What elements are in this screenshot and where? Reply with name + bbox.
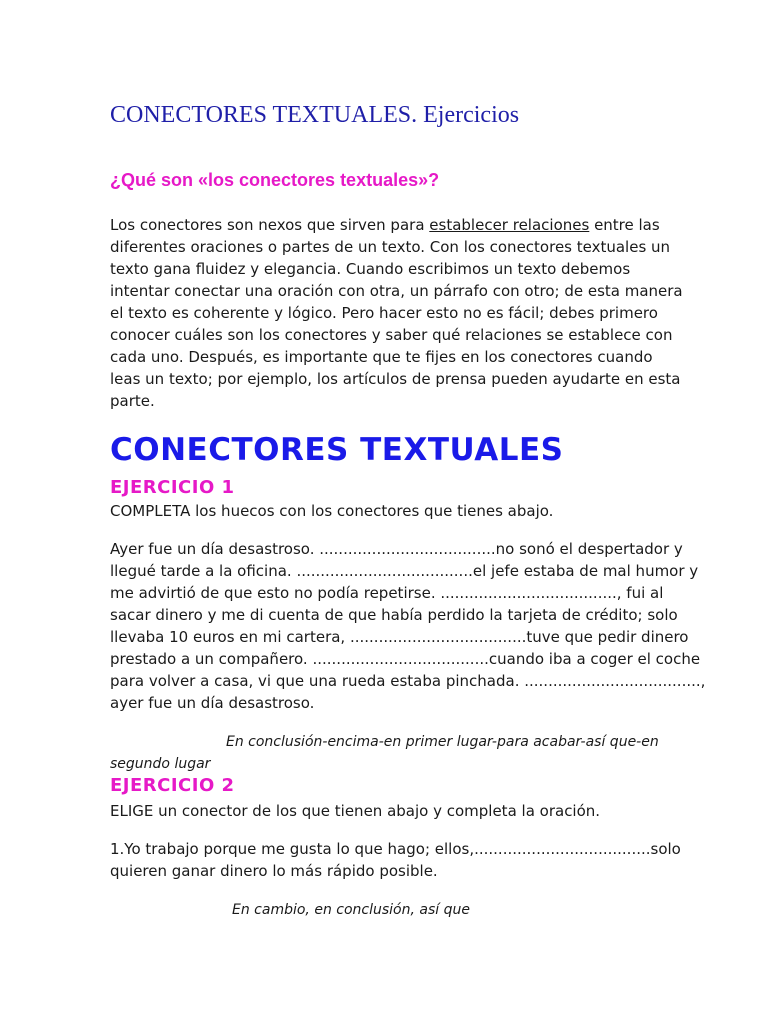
intro-line: diferentes oraciones o partes de un texto. Con los conectores textuales un — [110, 238, 671, 256]
intro-line: conocer cuáles son los conectores y saber qué relaciones se establece con — [110, 326, 673, 344]
exercise-1-options-line: segundo lugar — [110, 756, 211, 772]
intro-paragraph — [110, 214, 683, 412]
document-title: CONECTORES TEXTUALES. Ejercicios — [110, 102, 520, 128]
exercise-1-instruction: COMPLETA los huecos con los conectores que tienes abajo. — [110, 502, 554, 520]
exercise-2-heading: EJERCICIO 2 — [110, 775, 235, 796]
exercise-1-line: Ayer fue un día desastroso. .....................................no sonó el despertador y — [110, 540, 683, 558]
question-heading: ¿Qué son «los conectores textuales»? — [110, 170, 440, 190]
intro-line: texto gana fluidez y elegancia. Cuando escribimos un texto debemos — [110, 260, 631, 278]
exercise-1-options — [110, 731, 670, 775]
exercise-2-instruction: ELIGE un conector de los que tienen abajo y completa la oración. — [110, 802, 601, 820]
intro-text: Los conectores son nexos que sirven para — [110, 216, 430, 234]
exercise-1-line: llegué tarde a la oficina. .....................................el jefe estaba de mal humor y — [110, 562, 699, 580]
exercise-1-line: sacar dinero y me di cuenta de que había perdido la tarjeta de crédito; solo — [110, 606, 678, 624]
exercise-1-line: prestado a un compañero. .....................................cuando iba a coger el coche — [110, 650, 701, 668]
exercise-2-line: quieren ganar dinero lo más rápido posible. — [110, 862, 438, 880]
intro-line: el texto es coherente y lógico. Pero hacer esto no es fácil; debes primero — [110, 304, 658, 322]
exercise-1-line: para volver a casa, vi que una rueda estaba pinchada. ....................................., — [110, 672, 706, 690]
exercise-2-line: 1.Yo trabajo porque me gusta lo que hago; ellos,.....................................solo — [110, 840, 681, 858]
exercise-2-options: En cambio, en conclusión, así que — [232, 902, 470, 918]
intro-line — [110, 214, 670, 236]
intro-line: leas un texto; por ejemplo, los artículos de prensa pueden ayudarte en esta — [110, 370, 681, 388]
exercise-1-text — [110, 538, 705, 714]
exercise-1-line: llevaba 10 euros en mi cartera, .....................................tuve que pedir dinero — [110, 628, 689, 646]
exercise-1-line: ayer fue un día desastroso. — [110, 694, 315, 712]
exercise-1-line: me advirtió de que esto no podía repetirse. ....................................., fui al — [110, 584, 664, 602]
intro-line: intentar conectar una oración con otra, un párrafo con otro; de esta manera — [110, 282, 683, 300]
establecer-relaciones-link[interactable]: establecer relaciones — [429, 216, 590, 234]
exercise-1-heading: EJERCICIO 1 — [110, 477, 235, 498]
intro-text: entre las — [589, 216, 660, 234]
section-heading: CONECTORES TEXTUALES — [110, 432, 564, 468]
intro-line: cada uno. Después, es importante que te fijes en los conectores cuando — [110, 348, 653, 366]
intro-line: parte. — [110, 392, 155, 410]
exercise-1-options-line: En conclusión-encima-en primer lugar-para acabar-así que-en — [226, 734, 659, 750]
exercise-2-text — [110, 838, 681, 882]
